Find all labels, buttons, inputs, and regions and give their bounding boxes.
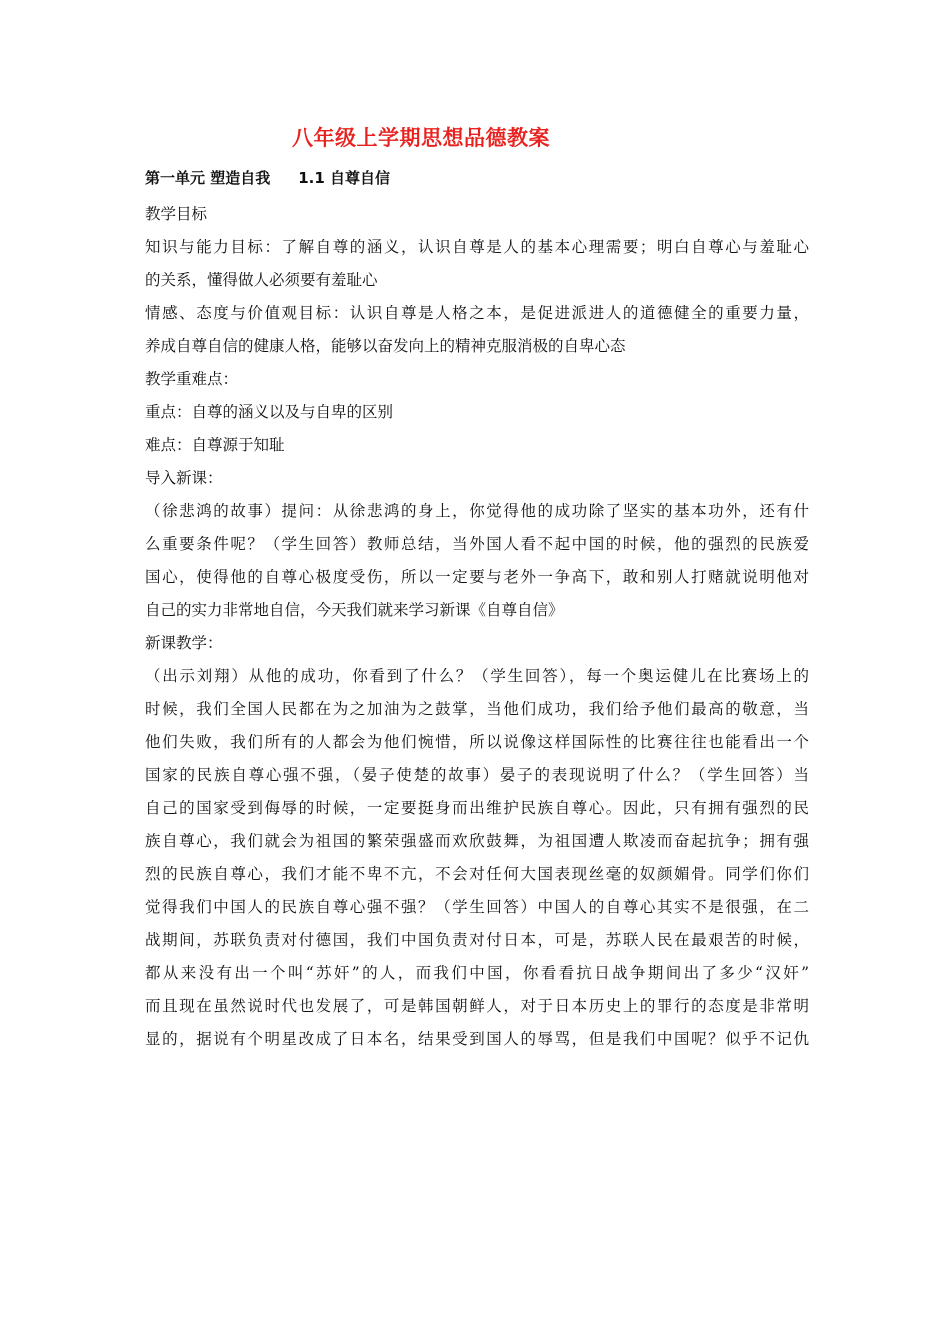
paragraph-line: 国家的民族自尊心强不强，（晏子使楚的故事）晏子的表现说明了什么？（学生回答）当: [145, 766, 809, 784]
document-title: 八年级上学期思想品德教案: [292, 126, 550, 150]
paragraph-line: 都从来没有出一个叫“苏奸”的人，而我们中国，你看看抗日战争期间出了多少“汉奸”: [145, 964, 809, 982]
paragraph-line: （出示刘翔）从他的成功，你看到了什么？（学生回答），每一个奥运健儿在比赛场上的: [145, 667, 809, 685]
paragraph-line: 重点：自尊的涵义以及与自卑的区别: [145, 403, 394, 421]
paragraph-line: 的关系，懂得做人必须要有羞耻心: [145, 271, 378, 289]
section-heading-introduction: 导入新课：: [145, 469, 223, 487]
section-heading-objectives: 教学目标: [145, 205, 208, 223]
paragraph-line: 时候，我们全国人民都在为之加油为之鼓掌，当他们成功，我们给予他们最高的敬意，当: [145, 700, 809, 718]
paragraph-line: 族自尊心，我们就会为祖国的繁荣强盛而欢欣鼓舞，为祖国遭人欺凌而奋起抗争；拥有强: [145, 832, 809, 850]
paragraph-line: （徐悲鸿的故事）提问：从徐悲鸿的身上，你觉得他的成功除了坚实的基本功外，还有什: [145, 502, 809, 520]
lesson-name: 1.1 自尊自信: [298, 169, 391, 187]
unit-name: 第一单元 塑造自我: [145, 169, 271, 187]
paragraph-line: 知识与能力目标：了解自尊的涵义，认识自尊是人的基本心理需要；明白自尊心与羞耻心: [145, 238, 809, 256]
paragraph-line: 养成自尊自信的健康人格，能够以奋发向上的精神克服消极的自卑心态: [145, 337, 626, 355]
paragraph-line: 他们失败，我们所有的人都会为他们惋惜，所以说像这样国际性的比赛往往也能看出一个: [145, 733, 809, 751]
paragraph-line: 战期间，苏联负责对付德国，我们中国负责对付日本，可是，苏联人民在最艰苦的时候，: [145, 931, 809, 949]
paragraph-line: 自己的实力非常地自信，今天我们就来学习新课《自尊自信》: [145, 601, 564, 619]
paragraph-line: 么重要条件呢？（学生回答）教师总结，当外国人看不起中国的时候，他的强烈的民族爱: [145, 535, 809, 553]
paragraph-line: 显的，据说有个明星改成了日本名，结果受到国人的辱骂，但是我们中国呢？似乎不记仇: [145, 1030, 809, 1048]
paragraph-line: 难点：自尊源于知耻: [145, 436, 285, 454]
paragraph-line: 国心，使得他的自尊心极度受伤，所以一定要与老外一争高下，敢和别人打赌就说明他对: [145, 568, 809, 586]
section-heading-new-lesson: 新课教学：: [145, 634, 223, 652]
paragraph-line: 而且现在虽然说时代也发展了，可是韩国朝鲜人，对于日本历史上的罪行的态度是非常明: [145, 997, 809, 1015]
section-heading-key-points: 教学重难点：: [145, 370, 239, 388]
document-body: [145, 198, 809, 1056]
paragraph-line: 情感、态度与价值观目标：认识自尊是人格之本，是促进派进人的道德健全的重要力量，: [145, 304, 809, 322]
paragraph-line: 烈的民族自尊心，我们才能不卑不亢，不会对任何大国表现丝毫的奴颜媚骨。同学们你们: [145, 865, 809, 883]
paragraph-line: 自己的国家受到侮辱的时候，一定要挺身而出维护民族自尊心。因此，只有拥有强烈的民: [145, 799, 809, 817]
paragraph-line: 觉得我们中国人的民族自尊心强不强？（学生回答）中国人的自尊心其实不是很强，在二: [145, 898, 809, 916]
unit-heading: [145, 167, 390, 188]
